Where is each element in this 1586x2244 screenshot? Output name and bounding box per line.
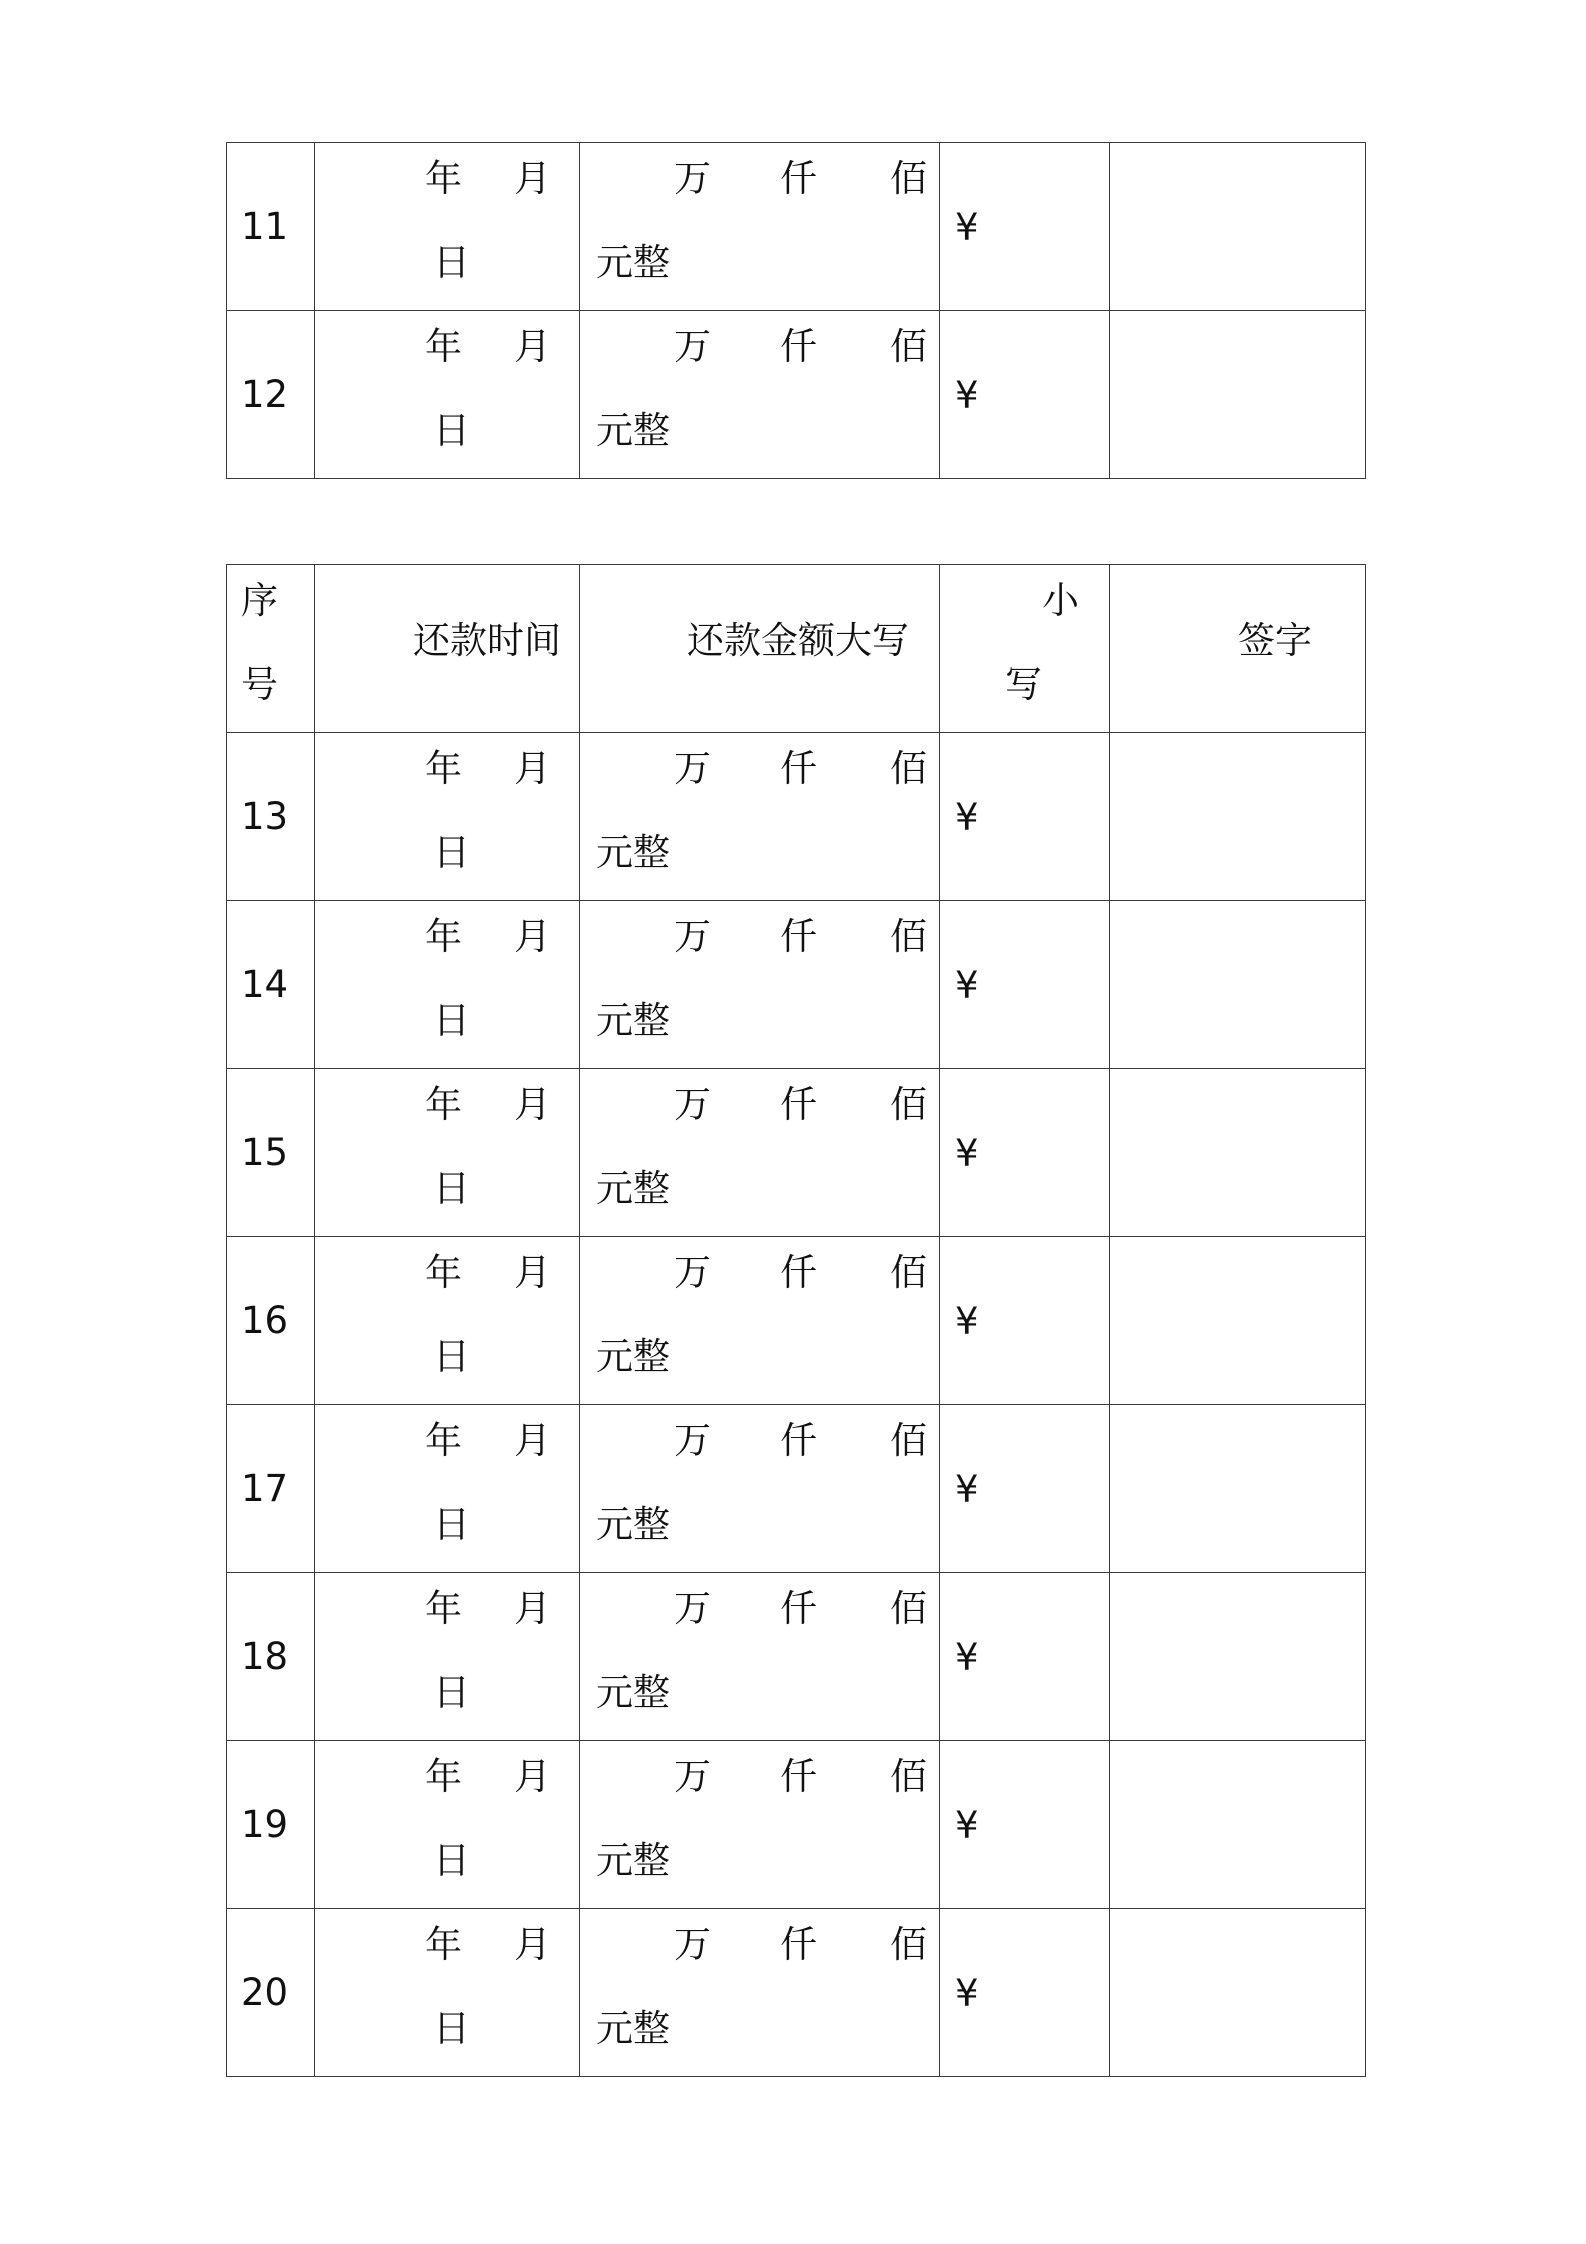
qian-label: 仟 bbox=[780, 1083, 817, 1126]
bai-label: 佰 bbox=[890, 1923, 927, 1966]
row-amount-small-cell[interactable] bbox=[940, 1405, 1110, 1573]
row-index-cell bbox=[227, 143, 315, 311]
year-label: 年 bbox=[425, 915, 462, 958]
row-index-cell bbox=[227, 1909, 315, 2077]
table-row bbox=[227, 143, 1366, 311]
bai-label: 佰 bbox=[890, 747, 927, 790]
qian-label: 仟 bbox=[780, 915, 817, 958]
row-date-cell[interactable] bbox=[315, 1405, 580, 1573]
year-label: 年 bbox=[425, 1419, 462, 1462]
year-label: 年 bbox=[425, 747, 462, 790]
year-label: 年 bbox=[425, 1083, 462, 1126]
yuan-zheng-label: 元整 bbox=[596, 1503, 670, 1546]
bai-label: 佰 bbox=[890, 157, 927, 200]
row-signature-cell[interactable] bbox=[1110, 1069, 1366, 1237]
row-amount-small-cell[interactable] bbox=[940, 901, 1110, 1069]
month-label: 月 bbox=[514, 1251, 551, 1294]
yen-sign: ¥ bbox=[955, 374, 979, 417]
row-signature-cell[interactable] bbox=[1110, 1573, 1366, 1741]
row-date-cell[interactable] bbox=[315, 1573, 580, 1741]
bai-label: 佰 bbox=[890, 1755, 927, 1798]
qian-label: 仟 bbox=[780, 1923, 817, 1966]
row-number: 13 bbox=[241, 795, 289, 838]
row-date-cell[interactable] bbox=[315, 733, 580, 901]
row-amount-small-cell[interactable] bbox=[940, 143, 1110, 311]
bai-label: 佰 bbox=[890, 1251, 927, 1294]
bai-label: 佰 bbox=[890, 1419, 927, 1462]
qian-label: 仟 bbox=[780, 157, 817, 200]
header-amount-small-line2: 写 bbox=[1005, 663, 1042, 706]
year-label: 年 bbox=[425, 325, 462, 368]
day-label: 日 bbox=[433, 1671, 470, 1714]
row-number: 14 bbox=[241, 963, 289, 1006]
row-index-cell bbox=[227, 1573, 315, 1741]
row-amount-small-cell[interactable] bbox=[940, 733, 1110, 901]
row-index-cell bbox=[227, 1069, 315, 1237]
day-label: 日 bbox=[433, 831, 470, 874]
row-amount-upper-cell[interactable] bbox=[580, 1069, 940, 1237]
qian-label: 仟 bbox=[780, 1587, 817, 1630]
row-signature-cell[interactable] bbox=[1110, 733, 1366, 901]
header-index-line1: 序 bbox=[241, 579, 278, 622]
repayment-table-bottom-body bbox=[227, 565, 1366, 2077]
row-signature-cell[interactable] bbox=[1110, 143, 1366, 311]
yen-sign: ¥ bbox=[955, 1972, 979, 2015]
table-row bbox=[227, 1069, 1366, 1237]
yen-sign: ¥ bbox=[955, 1636, 979, 1679]
row-signature-cell[interactable] bbox=[1110, 1237, 1366, 1405]
header-date: 还款时间 bbox=[413, 619, 561, 662]
row-amount-small-cell[interactable] bbox=[940, 1741, 1110, 1909]
row-amount-small-cell[interactable] bbox=[940, 1069, 1110, 1237]
table-row bbox=[227, 1573, 1366, 1741]
row-amount-upper-cell[interactable] bbox=[580, 1909, 940, 2077]
year-label: 年 bbox=[425, 1251, 462, 1294]
header-date-cell bbox=[315, 565, 580, 733]
wan-label: 万 bbox=[674, 1083, 711, 1126]
row-number: 15 bbox=[241, 1131, 289, 1174]
month-label: 月 bbox=[514, 1419, 551, 1462]
month-label: 月 bbox=[514, 1923, 551, 1966]
yen-sign: ¥ bbox=[955, 796, 979, 839]
table-row bbox=[227, 1237, 1366, 1405]
row-index-cell bbox=[227, 311, 315, 479]
header-signature-cell bbox=[1110, 565, 1366, 733]
bai-label: 佰 bbox=[890, 915, 927, 958]
header-index-cell bbox=[227, 565, 315, 733]
day-label: 日 bbox=[433, 999, 470, 1042]
yen-sign: ¥ bbox=[955, 1468, 979, 1511]
row-amount-upper-cell[interactable] bbox=[580, 733, 940, 901]
repayment-table-top-body bbox=[227, 143, 1366, 479]
row-date-cell[interactable] bbox=[315, 1069, 580, 1237]
wan-label: 万 bbox=[674, 1419, 711, 1462]
qian-label: 仟 bbox=[780, 1419, 817, 1462]
wan-label: 万 bbox=[674, 1587, 711, 1630]
yuan-zheng-label: 元整 bbox=[596, 1839, 670, 1882]
yen-sign: ¥ bbox=[955, 1300, 979, 1343]
yuan-zheng-label: 元整 bbox=[596, 2007, 670, 2050]
year-label: 年 bbox=[425, 1923, 462, 1966]
yen-sign: ¥ bbox=[955, 964, 979, 1007]
table-row bbox=[227, 1741, 1366, 1909]
row-amount-upper-cell[interactable] bbox=[580, 901, 940, 1069]
row-signature-cell[interactable] bbox=[1110, 901, 1366, 1069]
table-row bbox=[227, 1909, 1366, 2077]
wan-label: 万 bbox=[674, 157, 711, 200]
row-date-cell[interactable] bbox=[315, 1237, 580, 1405]
repayment-table-bottom bbox=[226, 564, 1366, 2077]
row-index-cell bbox=[227, 1237, 315, 1405]
row-signature-cell[interactable] bbox=[1110, 1909, 1366, 2077]
day-label: 日 bbox=[433, 1839, 470, 1882]
month-label: 月 bbox=[514, 1755, 551, 1798]
year-label: 年 bbox=[425, 1587, 462, 1630]
bai-label: 佰 bbox=[890, 1587, 927, 1630]
row-number: 17 bbox=[241, 1467, 289, 1510]
table-row bbox=[227, 733, 1366, 901]
row-date-cell[interactable] bbox=[315, 311, 580, 479]
row-amount-upper-cell[interactable] bbox=[580, 143, 940, 311]
year-label: 年 bbox=[425, 157, 462, 200]
row-amount-upper-cell[interactable] bbox=[580, 1573, 940, 1741]
repayment-table-top bbox=[226, 142, 1366, 479]
row-amount-upper-cell[interactable] bbox=[580, 1741, 940, 1909]
row-date-cell[interactable] bbox=[315, 143, 580, 311]
row-number: 18 bbox=[241, 1635, 289, 1678]
row-amount-small-cell[interactable] bbox=[940, 311, 1110, 479]
row-signature-cell[interactable] bbox=[1110, 311, 1366, 479]
row-signature-cell[interactable] bbox=[1110, 1405, 1366, 1573]
row-number: 11 bbox=[241, 205, 289, 248]
row-amount-upper-cell[interactable] bbox=[580, 311, 940, 479]
month-label: 月 bbox=[514, 1587, 551, 1630]
wan-label: 万 bbox=[674, 1755, 711, 1798]
table-header-row bbox=[227, 565, 1366, 733]
yen-sign: ¥ bbox=[955, 1804, 979, 1847]
row-amount-small-cell[interactable] bbox=[940, 1573, 1110, 1741]
wan-label: 万 bbox=[674, 747, 711, 790]
row-date-cell[interactable] bbox=[315, 901, 580, 1069]
yuan-zheng-label: 元整 bbox=[596, 1167, 670, 1210]
month-label: 月 bbox=[514, 157, 551, 200]
bai-label: 佰 bbox=[890, 1083, 927, 1126]
yuan-zheng-label: 元整 bbox=[596, 409, 670, 452]
header-amount-small-line1: 小 bbox=[1042, 579, 1079, 622]
yen-sign: ¥ bbox=[955, 1132, 979, 1175]
day-label: 日 bbox=[433, 1167, 470, 1210]
row-index-cell bbox=[227, 901, 315, 1069]
yuan-zheng-label: 元整 bbox=[596, 999, 670, 1042]
yuan-zheng-label: 元整 bbox=[596, 831, 670, 874]
month-label: 月 bbox=[514, 747, 551, 790]
wan-label: 万 bbox=[674, 325, 711, 368]
qian-label: 仟 bbox=[780, 1755, 817, 1798]
header-amount-upper-cell bbox=[580, 565, 940, 733]
header-index-line2: 号 bbox=[241, 663, 278, 706]
yuan-zheng-label: 元整 bbox=[596, 1335, 670, 1378]
wan-label: 万 bbox=[674, 1923, 711, 1966]
row-date-cell[interactable] bbox=[315, 1909, 580, 2077]
yuan-zheng-label: 元整 bbox=[596, 1671, 670, 1714]
header-amount-small-cell bbox=[940, 565, 1110, 733]
qian-label: 仟 bbox=[780, 1251, 817, 1294]
row-index-cell bbox=[227, 733, 315, 901]
table-row bbox=[227, 311, 1366, 479]
row-index-cell bbox=[227, 1405, 315, 1573]
table-row bbox=[227, 1405, 1366, 1573]
row-amount-small-cell[interactable] bbox=[940, 1237, 1110, 1405]
row-amount-upper-cell[interactable] bbox=[580, 1237, 940, 1405]
header-amount-upper: 还款金额大写 bbox=[687, 619, 909, 662]
row-amount-upper-cell[interactable] bbox=[580, 1405, 940, 1573]
day-label: 日 bbox=[433, 1335, 470, 1378]
qian-label: 仟 bbox=[780, 325, 817, 368]
month-label: 月 bbox=[514, 915, 551, 958]
row-date-cell[interactable] bbox=[315, 1741, 580, 1909]
row-signature-cell[interactable] bbox=[1110, 1741, 1366, 1909]
month-label: 月 bbox=[514, 1083, 551, 1126]
row-amount-small-cell[interactable] bbox=[940, 1909, 1110, 2077]
yuan-zheng-label: 元整 bbox=[596, 241, 670, 284]
wan-label: 万 bbox=[674, 1251, 711, 1294]
year-label: 年 bbox=[425, 1755, 462, 1798]
day-label: 日 bbox=[433, 241, 470, 284]
row-number: 19 bbox=[241, 1803, 289, 1846]
header-signature: 签字 bbox=[1238, 619, 1312, 662]
month-label: 月 bbox=[514, 325, 551, 368]
row-number: 12 bbox=[241, 373, 289, 416]
row-index-cell bbox=[227, 1741, 315, 1909]
bai-label: 佰 bbox=[890, 325, 927, 368]
day-label: 日 bbox=[433, 1503, 470, 1546]
table-row bbox=[227, 901, 1366, 1069]
wan-label: 万 bbox=[674, 915, 711, 958]
qian-label: 仟 bbox=[780, 747, 817, 790]
day-label: 日 bbox=[433, 2007, 470, 2050]
day-label: 日 bbox=[433, 409, 470, 452]
row-number: 20 bbox=[241, 1971, 289, 2014]
yen-sign: ¥ bbox=[955, 206, 979, 249]
row-number: 16 bbox=[241, 1299, 289, 1342]
